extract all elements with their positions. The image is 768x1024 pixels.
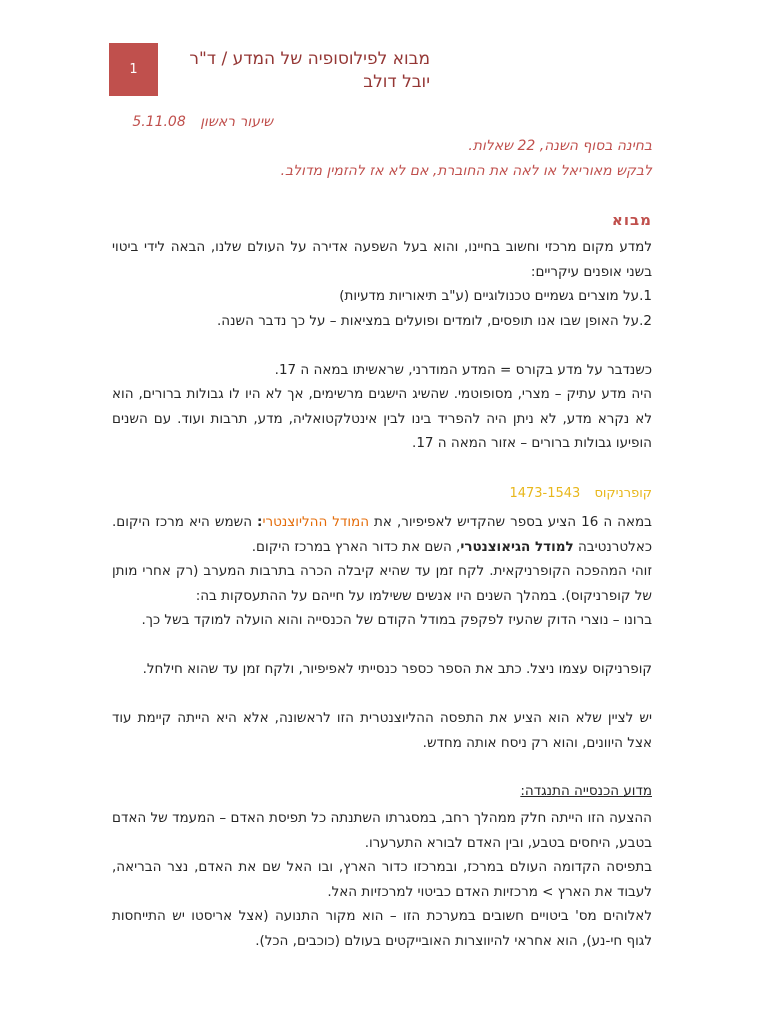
title-line-1: מבוא לפילוסופיה של המדע / ד"ר [189, 49, 430, 69]
ancient-science-paragraph: היה מדע עתיק – מצרי, מסופוטמי. שהשיג הישגים מרשימים, אך לא היו לו גבולות ברורים, הוא לא נקרא מדע, לא ניתן היה להפריד בינו לבין אינטלקטואליה, מדע, תרבות ועוד. עם השנים הופיעו גבולות ברורים – אזור המאה ה 17. [112, 386, 652, 451]
document-title [130, 48, 430, 94]
lesson-label: שיעור ראשון [200, 114, 273, 130]
church-paragraph-3: לאלוהים מס' ביטויים חשובים במערכת הזו – הוא מקור התנועה (אצל אריסטו יש התייחסות לגוף חי-נע), הוא אחראי להיווצרות האובייקטים בעולם (כוכבים, הכל). [112, 908, 652, 949]
heliocentric-text-mid: השמש היא מרכז היקום. כאלטרנטיבה [112, 514, 652, 555]
church-paragraph-1: ההצעה הזו הייתה חלק ממהלך רחב, במסגרתו השתנתה כל תפיסת האדם – המעמד של האדם בטבע, היחסים בטבע, ובין האדם לבורא התערערו. [112, 810, 652, 851]
bruno-paragraph: ברונו – נוצרי הדוק שהעיז לפקפק במודל הקודם של הכנסייה והוא הועלה למוקד בשל כך. [141, 612, 652, 628]
heliocentric-text-end: , השם את כדור הארץ במרכז היקום. [251, 538, 461, 555]
intro-paragraph-1: למדע מקום מרכזי וחשוב בחיינו, והוא בעל השפעה אדירה על העולם שלנו, הבאה לידי ביטוי בשני אופנים עיקריים: [112, 239, 652, 280]
geocentric-model-term: למודל הגיאוצנטרי [460, 538, 574, 555]
copernicus-years: 1473-1543 [509, 486, 581, 501]
copernicus-name: קופרניקוס [594, 486, 652, 501]
heliocentric-text-start: במאה ה 16 הציע בספר שהקדיש לאפיפיור, את [369, 514, 652, 530]
heliocentric-paragraph [112, 510, 652, 559]
church-paragraph-2: בתפיסה הקדומה העולם במרכז, ובמרכזו כדור הארץ, ובו האל שם את האדם, נצר הבריאה, לעבוד את הארץ > מרכזיות האדם כביטוי למרכזיות האל. [112, 859, 652, 900]
intro-list-item-2: 2.על האופן שבו אנו תופסים, לומדים ופועלים במציאות – על כך נדבר השנה. [217, 313, 652, 329]
church-heading: מדוע הכנסייה התנגדה: [520, 783, 652, 799]
copernicus-heading [499, 486, 652, 501]
modern-science-line: כשנדבר על מדע בקורס = המדע המודרני, שראשיתו במאה ה 17. [274, 362, 652, 378]
lesson-line [122, 114, 273, 130]
lesson-date: 5.11.08 [132, 114, 186, 130]
booklet-note: לבקש מאוריאל או לאה את החוברת, אם לא אז להזמין מדולב. [280, 163, 652, 179]
title-line-2: יובל דולב [363, 72, 430, 92]
exam-note: בחינה בסוף השנה, 22 שאלות. [468, 138, 652, 154]
greeks-paragraph: יש לציין שלא הוא הציע את התפסה ההליוצנטרית הזו לראשונה, אלא היא הייתה קיימת עוד אצל היוונים, והוא רק ניסח אותה מחדש. [112, 710, 652, 751]
intro-list-item-1: 1.על מוצרים גשמיים טכנולוגיים (ע"ב תיאוריות מדעיות) [339, 288, 652, 304]
copernicus-saved-paragraph: קופרניקוס עצמו ניצל. כתב את הספר כספר כנסייתי לאפיפיור, ולקח זמן עד שהוא חילחל. [142, 661, 652, 677]
intro-heading: מבוא [611, 211, 652, 229]
heliocentric-model-term: המודל ההליוצנטרי [262, 514, 370, 530]
page-number: 1 [129, 62, 138, 77]
heliocentric-colon: : [257, 514, 263, 530]
revolution-paragraph: זוהי המהפכה הקופרניקאית. לקח זמן עד שהיא קיבלה הכרה בתרבות המערב (רק אחרי מותן של קופרניקוס). במהלך השנים היו אנשים ששילמו על חייהם על ההתעסקות בה: [112, 563, 652, 604]
